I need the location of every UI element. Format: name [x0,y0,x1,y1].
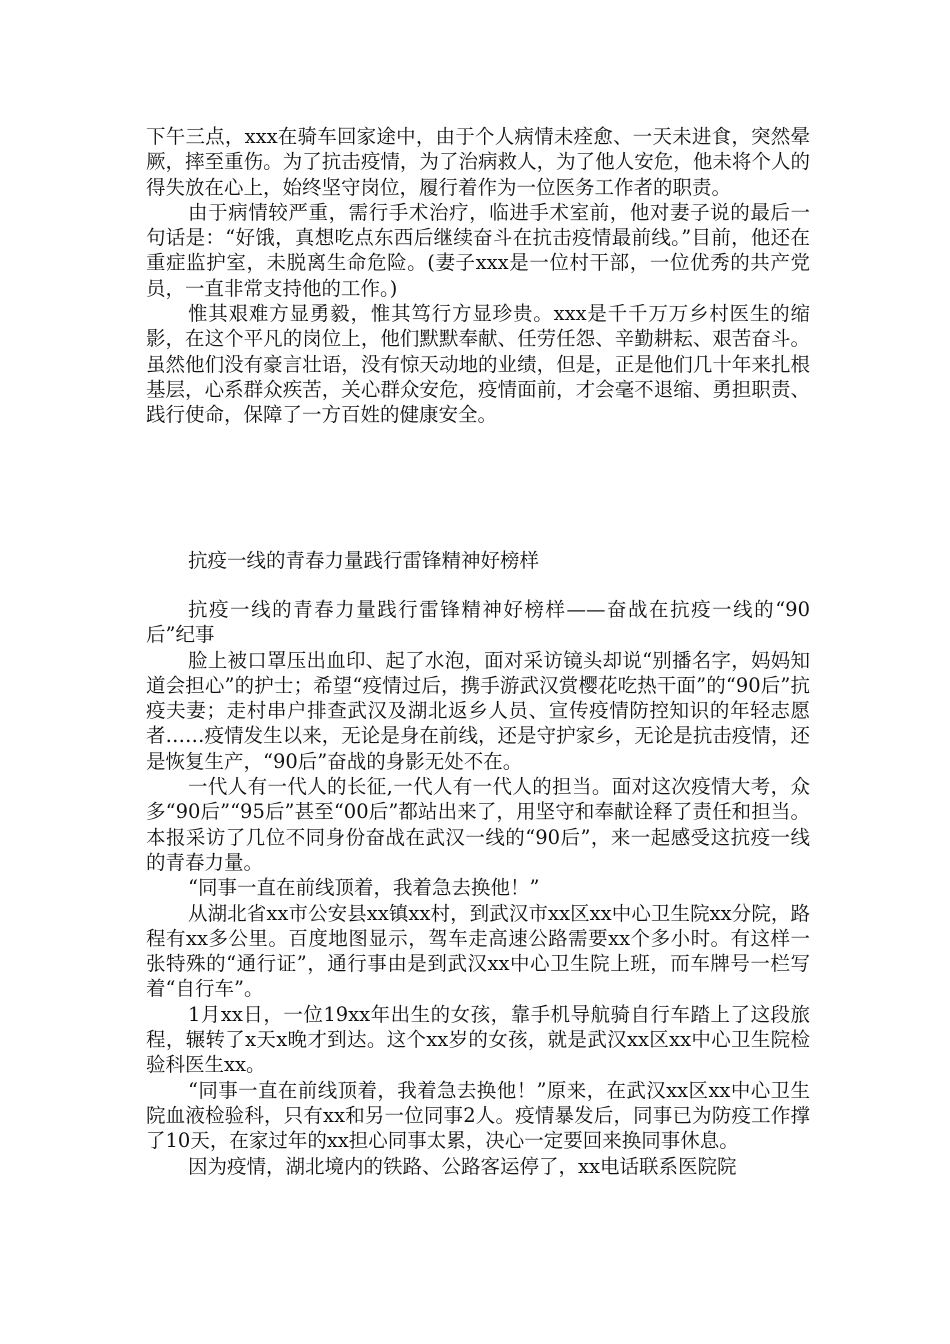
paragraph: 惟其艰难方显勇毅，惟其笃行方显珍贵。xxx是千千万万乡村医生的缩影，在这个平凡的岗位上，他们默默奉献、任劳任怨、辛勤耕耘、艰苦奋斗。虽然他们没有豪言壮语，没有惊天动地的业绩，但是，正是他们几十年来扎根基层，心系群众疾苦，关心群众安危，疫情面前，才会毫不退缩、勇担职责、践行使命，保障了一方百姓的健康安全。 [146,302,810,427]
paragraph: 下午三点，xxx在骑车回家途中，由于个人病情未痊愈、一天未进食，突然晕厥，摔至重伤。为了抗击疫情，为了治病救人，为了他人安危，他未将个人的得失放在心上，始终坚守岗位，履行着作为一位医务工作者的职责。 [146,125,810,199]
paragraph: 因为疫情，湖北境内的铁路、公路客运停了，xx电话联系医院院 [188,1154,737,1178]
paragraph: “同事一直在前线顶着，我着急去换他！”原来，在武汉xx区xx中心卫生院血液检验科，只有xx和另一位同事2人。疫情暴发后，同事已为防疫工作撑了10天，在家过年的xx担心同事太累，决心一定要回来换同事休息。 [146,1078,810,1153]
paragraph: 由于病情较严重，需行手术治疗，临进手术室前，他对妻子说的最后一句话是：“好饿，真想吃点东西后继续奋斗在抗击疫情最前线。”目前，他还在重症监护室，未脱离生命危险。(妻子xxx是一位村干部，一位优秀的共产党员，一直非常支持他的工作。) [146,200,810,300]
body-text-section-2 [146,597,810,1179]
paragraph: 一代人有一代人的长征,一代人有一代人的担当。面对这次疫情大考，众多“90后”“95后”甚至“00后”都站出来了，用坚守和奉献诠释了责任和担当。本报采访了几位不同身份奋战在武汉一线的“90后”，来一起感受这抗疫一线的青春力量。 [146,775,810,874]
paragraph: 1月xx日，一位19xx年出生的女孩，靠手机导航骑自行车踏上了这段旅程，辗转了x天x晚才到达。这个xx岁的女孩，就是武汉xx区xx中心卫生院检验科医生xx。 [146,1002,810,1077]
paragraph: 脸上被口罩压出血印、起了水泡，面对采访镜头却说“别播名字，妈妈知道会担心”的护士；希望“疫情过后，携手游武汉赏樱花吃热干面”的“90后”抗疫夫妻；走村串户排查武汉及湖北返乡人员、宣传疫情防控知识的年轻志愿者……疫情发生以来，无论是身在前线，还是守护家乡，无论是抗击疫情，还是恢复生产，“90后”奋战的身影无处不在。 [146,648,810,773]
paragraph: 从湖北省xx市公安县xx镇xx村，到武汉市xx区xx中心卫生院xx分院，路程有xx多公里。百度地图显示，驾车走高速公路需要xx个多小时。有这样一张特殊的“通行证”，通行事由是到武汉xx中心卫生院上班，而车牌号一栏写着“自行车”。 [146,901,810,1001]
body-text-section-1 [146,124,810,428]
article-title: 抗疫一线的青春力量践行雷锋精神好榜样 [188,549,540,572]
paragraph: 抗疫一线的青春力量践行雷锋精神好榜样——奋战在抗疫一线的“90后”纪事 [146,598,810,647]
paragraph: “同事一直在前线顶着，我着急去换他！” [188,876,540,900]
